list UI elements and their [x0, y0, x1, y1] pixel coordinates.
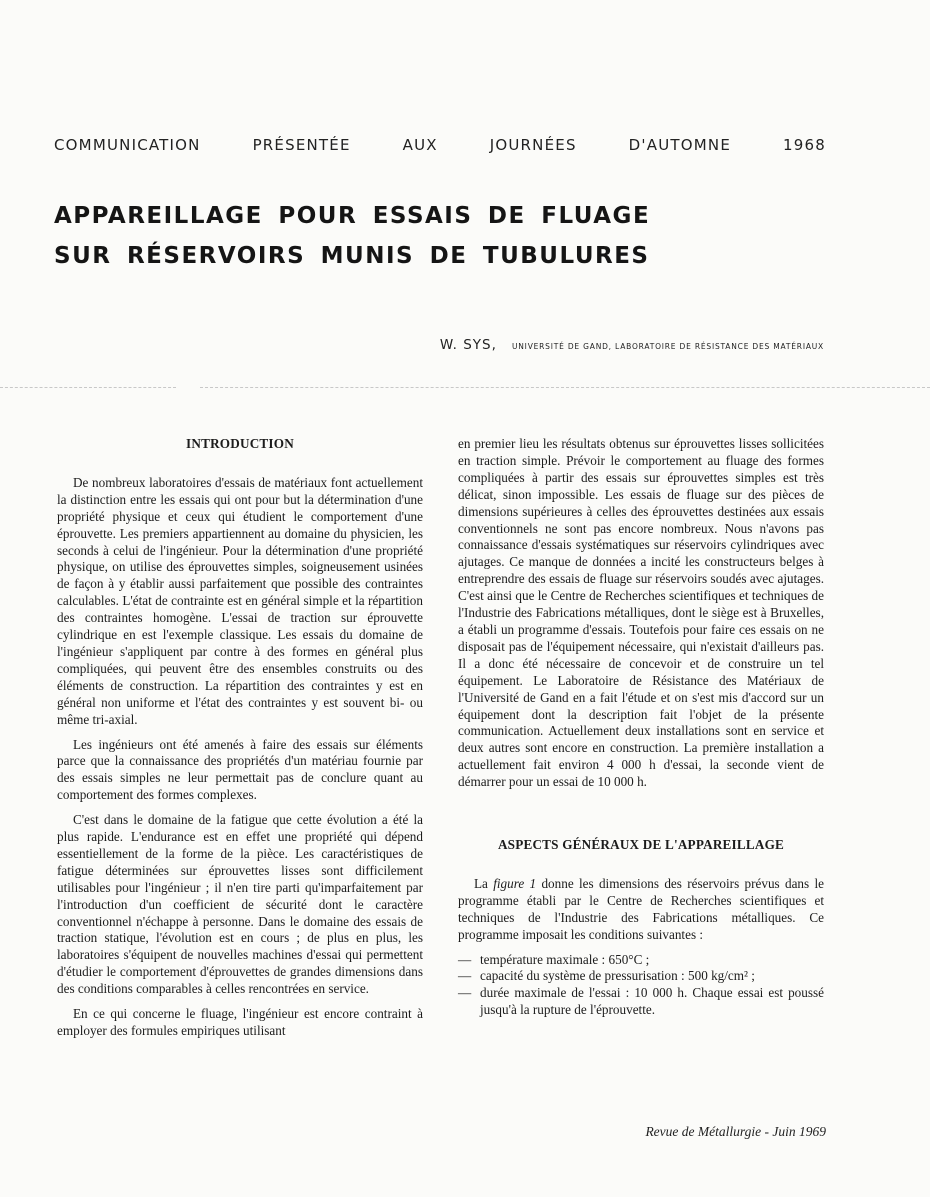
divider-left — [0, 387, 176, 388]
list-item: — température maximale : 650°C ; — [458, 952, 824, 969]
author-line — [440, 334, 824, 353]
header-word: AUX — [402, 136, 438, 154]
author-name: W. SYS, — [439, 337, 497, 353]
header-word: JOURNÉES — [489, 136, 577, 154]
author-affiliation: UNIVERSITÉ DE GAND, LABORATOIRE DE RÉSISTANCE DES MATÉRIAUX — [511, 342, 824, 351]
journal-footer: Revue de Métallurgie - Juin 1969 — [645, 1124, 826, 1139]
left-column — [57, 436, 423, 1048]
paragraph: En ce qui concerne le fluage, l'ingénieur est encore contraint à employer des formules empiriques utilisant — [57, 1006, 423, 1038]
intro-text: donne les dimensions des réservoirs prévus dans le programme établi par le Centre de Recherches scientifiques et techniques de l'Industrie des Fabrications métalliques. Ce programme imposait les conditions suivantes : — [458, 875, 824, 942]
list-item: — durée maximale de l'essai : 10 000 h. Chaque essai est poussé jusqu'à la rupture de l'éprouvette. — [458, 985, 824, 1019]
paragraph-continuation: en premier lieu les résultats obtenus sur éprouvettes lisses sollicitées en traction simple. Prévoir le comportement au fluage des formes compliquées à partir des essais sur éprouvettes simples est très délicat, sinon impossible. Les essais de fluage sur des pièces de dimensions supérieures à celles des éprouvettes destinées aux essais conventionnels ne sont pas encore nombreux. Nous n'avons pas connaissance d'essais systématiques sur réservoirs cylindriques avec ajutages. Ce manque de données a incité les constructeurs belges à entreprendre des essais de fluage sur réservoirs soudés avec ajutages. C'est ainsi que le Centre de Recherches scientifiques et techniques de l'Industrie des Fabrications métalliques, dont le siège est à Bruxelles, a établi un programme d'essais. Toutefois pour faire ces essais on ne disposait pas de l'équipement nécessaire, qui n'existait d'ailleurs pas. Il a donc été nécessaire de concevoir et de construire un tel équipement. Le Laboratoire de Résistance des Matériaux de l'Université de Gand en a fait l'étude et on s'est mis d'accord sur un équipement dont la description fait l'objet de la présente communication. Actuellement deux installations sont en service et deux autres sont encore en construction. La première installation a actuellement fait environ 4 000 h d'essai, la seconde vient de démarrer pour un essai de 10 000 h. — [458, 436, 824, 790]
list-item: — capacité du système de pressurisation : 500 kg/cm² ; — [458, 968, 824, 985]
header-word: COMMUNICATION — [54, 136, 201, 154]
header-word: D'AUTOMNE — [628, 136, 731, 154]
header-word: 1968 — [782, 136, 826, 154]
communication-header — [54, 136, 826, 154]
paragraph: Les ingénieurs ont été amenés à faire des essais sur éléments parce que la connaissance des propriétés d'un matériau fournie par des essais simples ne leur permettait pas de conclure quant au comportement des formes complexes. — [57, 736, 423, 803]
article-title — [54, 196, 854, 276]
paragraph-figure-intro — [458, 876, 824, 944]
figure-reference: figure 1 — [493, 875, 537, 891]
divider-right — [200, 387, 930, 388]
conditions-list — [458, 952, 824, 1020]
title-line-1: APPAREILLAGE POUR ESSAIS DE FLUAGE — [54, 203, 651, 229]
header-word: PRÉSENTÉE — [252, 136, 351, 154]
intro-text: La — [474, 875, 494, 891]
paragraph: De nombreux laboratoires d'essais de matériaux font actuellement la distinction entre les essais qui ont pour but la détermination d'une propriété physique et ceux qui étudient le comportement d'une éprouvette. Les premiers appartiennent au domaine du physicien, les seconds à celui de l'ingénieur. Pour la détermination d'une propriété physique, on utilise des éprouvettes simples, soigneusement usinées de façon à y établir aussi parfaitement que possible des contraintes calculables. L'état de contrainte est en général simple et la répartition des contraintes homogène. L'essai de traction sur éprouvette cylindrique en est l'exemple classique. Les essais du domaine de l'ingénieur s'appliquent par contre à des formes en général plus compliquées, qui peuvent être des ensembles construits ou des éléments de construction. La répartition des contraintes y est en général non uniforme et l'état des contraintes y est souvent bi- ou même tri-axial. — [57, 474, 423, 727]
title-line-2: SUR RÉSERVOIRS MUNIS DE TUBULURES — [54, 243, 650, 269]
section-heading-introduction: INTRODUCTION — [186, 436, 294, 451]
paragraph: C'est dans le domaine de la fatigue que cette évolution a été la plus rapide. L'endurance est en effet une propriété qui dépend essentiellement de la forme de la pièce. Les caractéristiques de fatigue déterminées sur éprouvettes lisses sont difficilement utilisables pour l'ingénieur ; il n'en tire parti qu'imparfaitement par l'introduction d'un coefficient de sécurité dont le caractère conventionnel n'échappe à personne. Dans le domaine des essais de traction statique, l'évolution est en cours ; de plus en plus, les laboratoires s'équipent de nouvelles machines d'essai qui permettent d'étudier le comportement d'éprouvettes de grandes dimensions dans des conditions comparables à celles rencontrées en service. — [57, 812, 423, 997]
section-heading-aspects: ASPECTS GÉNÉRAUX DE L'APPAREILLAGE — [497, 837, 785, 853]
right-column — [458, 436, 824, 1019]
